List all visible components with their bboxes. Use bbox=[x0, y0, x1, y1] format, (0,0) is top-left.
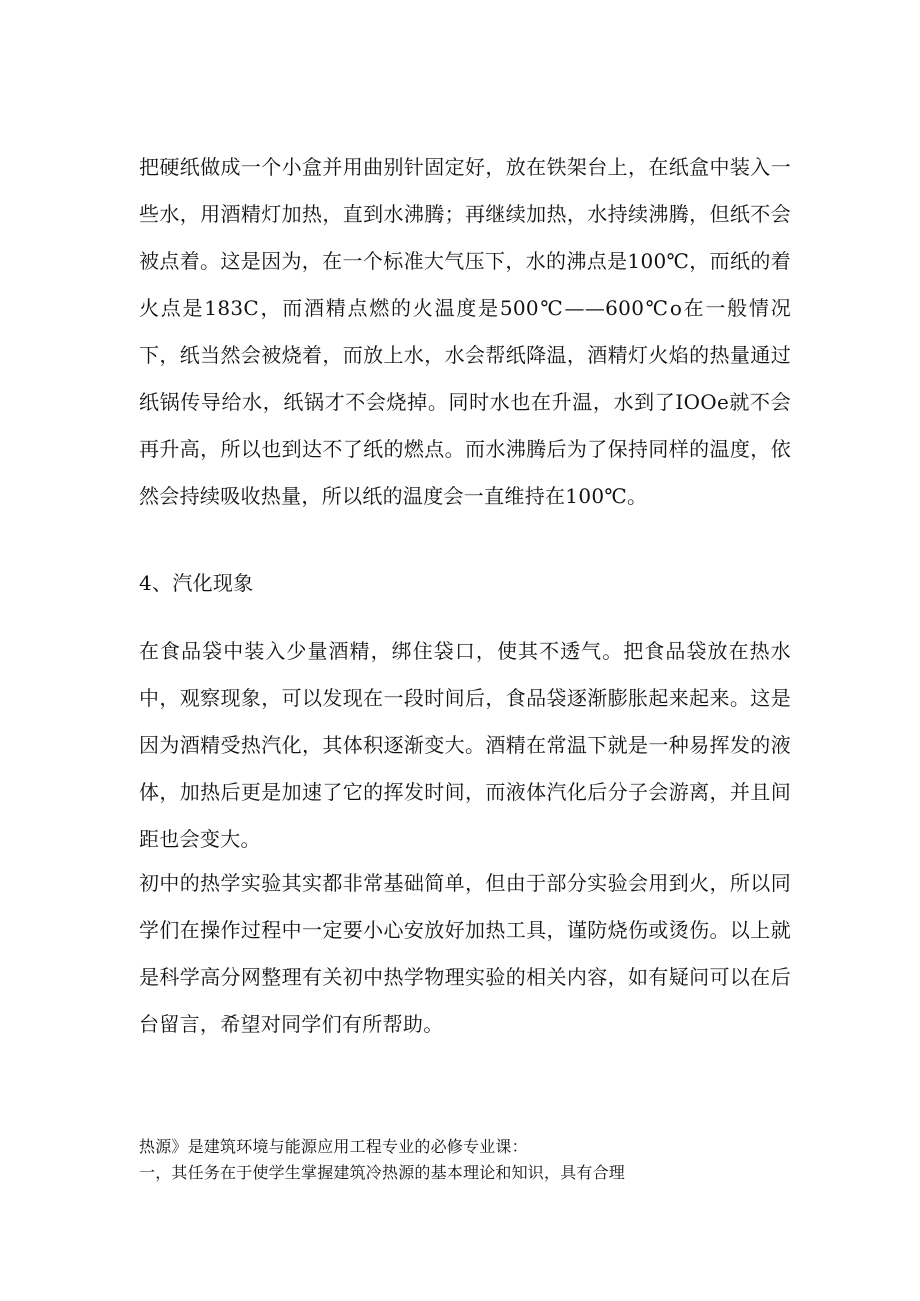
paragraph-vaporization: 在食品袋中装入少量酒精，绑住袋口，使其不透气。把食品袋放在热水中，观察现象，可以发现在一段时间后，食品袋逐渐膨胀起来起来。这是因为酒精受热汽化，其体积逐渐变大。酒精在常温下就是一种易挥发的液体，加热后更是加速了它的挥发时间，而液体汽化后分子会游离，并且间距也会变大。 bbox=[139, 639, 791, 851]
paragraph-conclusion: 初中的热学实验其实都非常基础简单，但由于部分实验会用到火，所以同学们在操作过程中一定要小心安放好加热工具，谨防烧伤或烫伤。以上就是科学高分网整理有关初中热学物理实验的相关内容，如有疑问可以在后台留言，希望对同学们有所帮助。 bbox=[139, 871, 791, 1036]
paragraph-paper-boiling: 把硬纸做成一个小盒并用曲别针固定好，放在铁架台上，在纸盒中装入一些水，用酒精灯加热，直到水沸腾；再继续加热，水持续沸腾，但纸不会被点着。这是因为，在一个标准大气压下，水的沸点是100℃，而纸的着火点是183C，而酒精点燃的火温度是500℃——600℃o在一般情况下，纸当然会被烧着，而放上水，水会帮纸降温，酒精灯火焰的热量通过纸锅传导给水，纸锅才不会烧掉。同时水也在升温，水到了IOOe就不会再升高，所以也到达不了纸的燃点。而水沸腾后为了保持同样的温度，依然会持续吸收热量，所以纸的温度会一直维持在100℃。 bbox=[139, 155, 791, 508]
section-heading-vaporization: 4、汽化现象 bbox=[139, 571, 254, 595]
footer-text-line-1: 热源》是建筑环境与能源应用工程专业的必修专业课： bbox=[139, 1137, 528, 1156]
footer-text-line-2: 一，其任务在于使学生掌握建筑冷热源的基本理论和知识，具有合理 bbox=[139, 1163, 626, 1182]
